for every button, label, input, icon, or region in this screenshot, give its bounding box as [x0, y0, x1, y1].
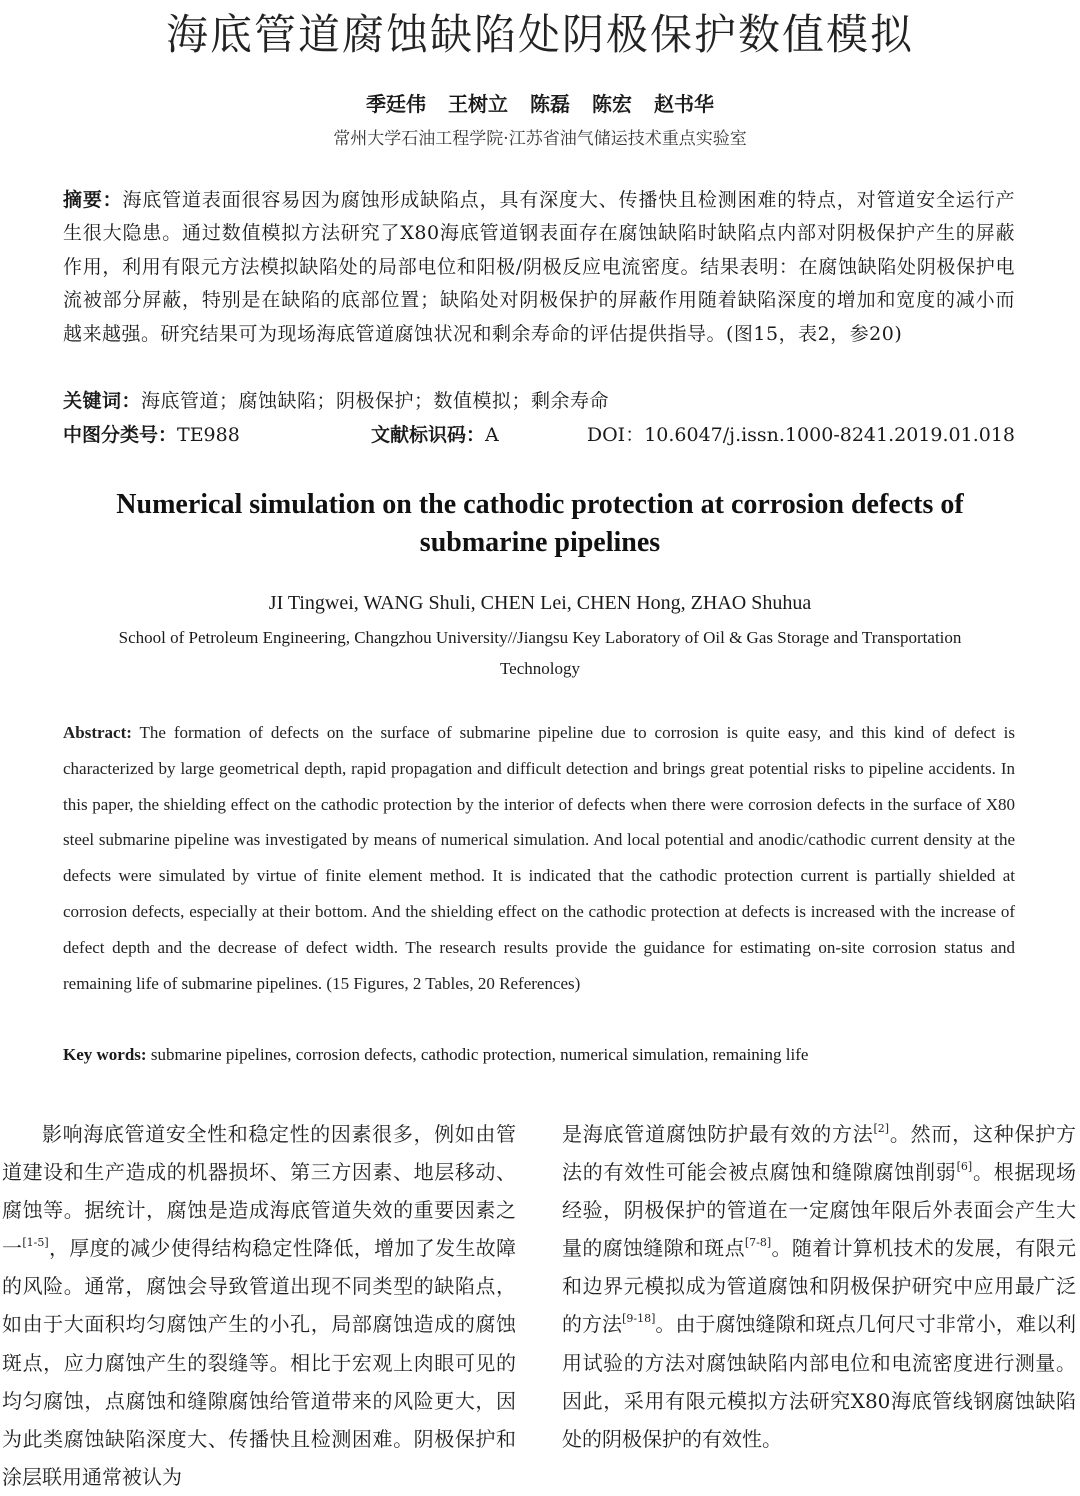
english-abstract-text: The formation of defects on the surface of submarine pipeline due to corrosion is quite easy, and this kind of defect is characterized by large geometrical depth, rapid propagation and difficult detection and brings great potential risks to pipeline accidents. In this paper, the shielding effect on the cathodic protection by the interior of defects when there were corrosion defects in the surface of X80 steel submarine pipeline was investigated by means of numerical simulation. And local potential and anodic/cathodic current density at the defects were simulated by virtue of finite element method. It is indicated that the cathodic protection current is partially shielded at corrosion defects, especially at their bottom. And the shielding effect on the cathodic protection at defects is increased with the increase of defect depth and the decrease of defect width. The research results provide the guidance for estimating on-site corrosion status and remaining life of submarine pipelines. (15 Figures, 2 Tables, 20 References) [63, 723, 1015, 993]
citation: [2] [873, 1122, 890, 1135]
article-metadata [63, 419, 1015, 452]
author-cn-4: 陈宏 [592, 92, 632, 116]
citation: [6] [956, 1160, 973, 1174]
english-title: Numerical simulation on the cathodic protection at corrosion defects of submarine pipelines [116, 489, 964, 558]
author-cn-1: 季廷伟 [366, 92, 426, 116]
chinese-affiliation: 常州大学石油工程学院·江苏省油气储运技术重点实验室 [333, 129, 747, 149]
author-cn-3: 陈磊 [530, 92, 570, 116]
english-keywords-label: Key words: [63, 1045, 147, 1064]
citation: [1-5] [22, 1236, 49, 1250]
chinese-abstract-label: 摘要： [63, 189, 123, 211]
english-keywords [63, 1040, 1015, 1070]
document-code: 文献标识码：A [371, 424, 499, 446]
english-abstract-label: Abstract: [63, 723, 132, 742]
author-cn-2: 王树立 [448, 92, 508, 116]
english-keywords-text: submarine pipelines, corrosion defects, cathodic protection, numerical simulation, remaining life [150, 1045, 809, 1064]
author-cn-5: 赵书华 [654, 92, 714, 116]
doi: DOI：10.6047/j.issn.1000-8241.2019.01.018 [586, 424, 1015, 446]
english-authors: JI Tingwei, WANG Shuli, CHEN Lei, CHEN Hong, ZHAO Shuhua [268, 592, 812, 614]
body-column-left: 影响海底管道安全性和稳定性的因素很多，例如由管道建设和生产造成的机器损坏、第三方因素、地层移动、腐蚀等。据统计，腐蚀是造成海底管道失效的重要因素之一[1-5]，厚度的减少使得结构稳定性降低，增加了发生故障的风险。通常，腐蚀会导致管道出现不同类型的缺陷点，如由于大面积均匀腐蚀产生的小孔，局部腐蚀造成的腐蚀斑点，应力腐蚀产生的裂缝等。相比于宏观上肉眼可见的均匀腐蚀，点腐蚀和缝隙腐蚀给管道带来的风险更大，因为此类腐蚀缺陷深度大、传播快且检测困难。阴极保护和涂层联用通常被认为 [2, 1122, 517, 1489]
chinese-authors [0, 88, 1080, 117]
chinese-keywords [63, 385, 1015, 418]
chinese-keywords-text: 海底管道；腐蚀缺陷；阴极保护；数值模拟；剩余寿命 [141, 390, 610, 412]
chinese-abstract [63, 184, 1015, 351]
classification-number: 中图分类号：TE988 [63, 424, 240, 446]
chinese-abstract-text: 海底管道表面很容易因为腐蚀形成缺陷点，具有深度大、传播快且检测困难的特点，对管道安全运行产生很大隐患。通过数值模拟方法研究了X80海底管道钢表面存在腐蚀缺陷时缺陷点内部对阴极保护产生的屏蔽作用，利用有限元方法模拟缺陷处的局部电位和阳极/阴极反应电流密度。结果表明：在腐蚀缺陷处阴极保护电流被部分屏蔽，特别是在缺陷的底部位置；缺陷处对阴极保护的屏蔽作用随着缺陷深度的增加和宽度的减小而越来越强。研究结果可为现场海底管道腐蚀状况和剩余寿命的评估提供指导。(图15，表2，参20) [63, 189, 1015, 345]
citation: [9-18] [622, 1312, 656, 1326]
english-affiliation: School of Petroleum Engineering, Changzhou University//Jiangsu Key Laboratory of Oil & Gas Storage and Transportation Technology [118, 628, 962, 678]
chinese-title: 海底管道腐蚀缺陷处阴极保护数值模拟 [165, 10, 914, 59]
body-column-right: 是海底管道腐蚀防护最有效的方法[2]。然而，这种保护方法的有效性可能会被点腐蚀和缝隙腐蚀削弱[6]。根据现场经验，阴极保护的管道在一定腐蚀年限后外表面会产生大量的腐蚀缝隙和斑点[7-8]。随着计算机技术的发展，有限元和边界元模拟成为管道腐蚀和阴极保护研究中应用最广泛的方法[9-18]。由于腐蚀缝隙和斑点几何尺寸非常小，难以利用试验的方法对腐蚀缺陷内部电位和电流密度进行测量。因此，采用有限元模拟方法研究X80海底管线钢腐蚀缺陷处的阴极保护的有效性。 [562, 1122, 1077, 1451]
citation: [7-8] [744, 1236, 772, 1250]
english-abstract [63, 715, 1015, 1001]
chinese-keywords-label: 关键词： [63, 390, 142, 412]
